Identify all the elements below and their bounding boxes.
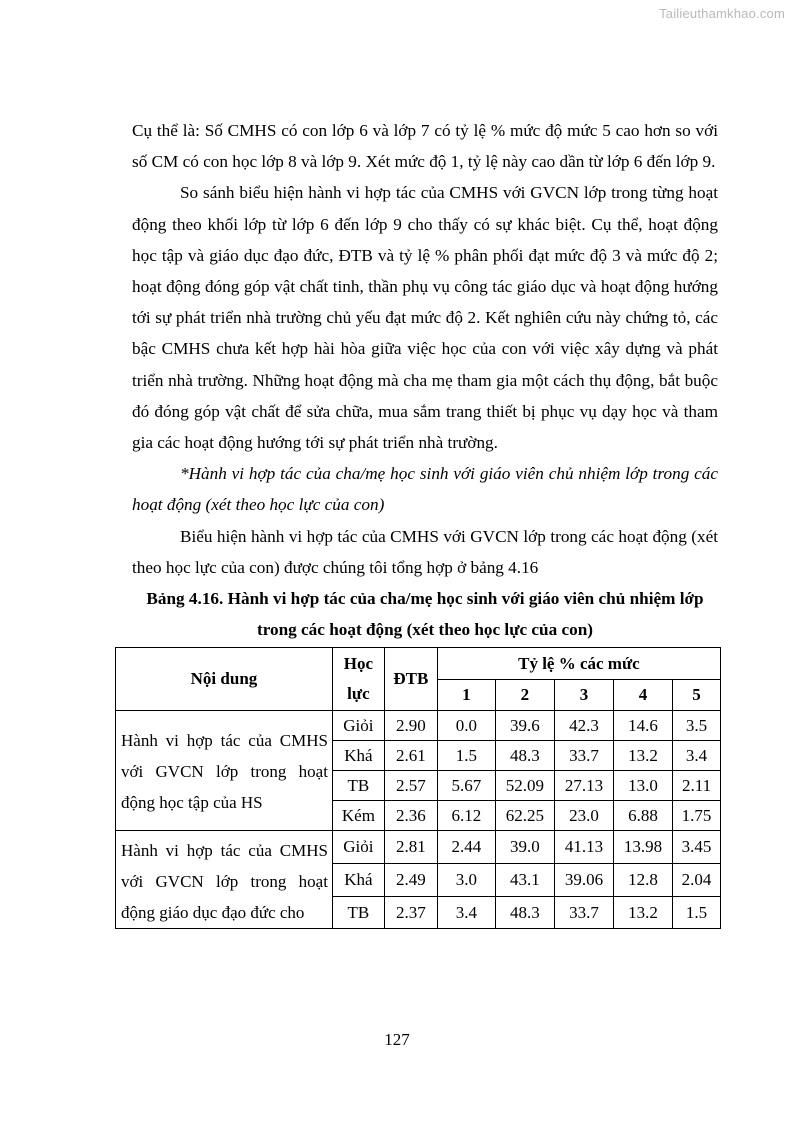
rank-cell: TB (332, 771, 384, 801)
paragraph-3: Biểu hiện hành vi hợp tác của CMHS với GVCN lớp trong các hoạt động (xét theo học lực của con) được chúng tôi tổng hợp ở bảng 4.16 (132, 526, 718, 577)
header-level-5: 5 (673, 679, 721, 711)
header-rank-line1: Học (343, 654, 374, 674)
value-cell: 13.2 (614, 896, 673, 929)
rank-cell: Giỏi (332, 711, 384, 741)
value-cell: 14.6 (614, 711, 673, 741)
header-level-4: 4 (614, 679, 673, 711)
value-cell: 43.1 (495, 864, 554, 897)
avg-cell: 2.81 (384, 831, 437, 864)
table-caption (132, 583, 718, 645)
value-cell: 27.13 (554, 771, 613, 801)
avg-cell: 2.57 (384, 771, 437, 801)
paragraph-2: So sánh biểu hiện hành vi hợp tác của CMHS với GVCN lớp trong từng hoạt động theo khối lớp từ lớp 6 đến lớp 9 cho thấy có sự khác biệt. Cụ thể, hoạt động học tập và giáo dục đạo đức, ĐTB và tỷ lệ % phân phối đạt mức độ 3 và mức độ 2; hoạt động đóng góp vật chất tinh, thần phụ vụ công tác giáo dục và hoạt động hướng tới sự phát triển nhà trường chủ yếu đạt mức độ 2. Kết nghiên cứu này chứng tỏ, các bậc CMHS chưa kết hợp hài hòa giữa việc học của con với việc xây dựng và phát triển nhà trường. Những hoạt động mà cha mẹ tham gia một cách thụ động, bắt buộc đó đóng góp vật chất để sửa chữa, mua sắm trang thiết bị phục vụ dạy học và tham gia các hoạt động hướng tới sự phát triển nhà trường. (132, 183, 718, 453)
value-cell: 3.4 (437, 896, 495, 929)
value-cell: 3.4 (673, 741, 721, 771)
page-number: 127 (384, 1030, 410, 1049)
section-heading: *Hành vi hợp tác của cha/mẹ học sinh với giáo viên chủ nhiệm lớp trong các hoạt động (xét theo học lực của con) (132, 464, 718, 515)
value-cell: 2.44 (437, 831, 495, 864)
avg-cell: 2.49 (384, 864, 437, 897)
value-cell: 42.3 (554, 711, 613, 741)
rank-cell: Khá (332, 741, 384, 771)
table-row (116, 711, 721, 741)
table-caption-line1: Bảng 4.16. Hành vi hợp tác của cha/mẹ học sinh với giáo viên chủ nhiệm lớp (146, 589, 704, 609)
value-cell: 13.2 (614, 741, 673, 771)
value-cell: 1.5 (673, 896, 721, 929)
value-cell: 3.45 (673, 831, 721, 864)
value-cell: 52.09 (495, 771, 554, 801)
rank-cell: Kém (332, 801, 384, 831)
header-ratio: Tỷ lệ % các mức (437, 648, 720, 680)
group-description: Hành vi hợp tác của CMHS với GVCN lớp trong hoạt động học tập của HS (116, 711, 333, 831)
page-body (121, 115, 718, 929)
value-cell: 2.11 (673, 771, 721, 801)
value-cell: 0.0 (437, 711, 495, 741)
avg-cell: 2.61 (384, 741, 437, 771)
value-cell: 62.25 (495, 801, 554, 831)
value-cell: 1.5 (437, 741, 495, 771)
value-cell: 12.8 (614, 864, 673, 897)
header-level-2: 2 (495, 679, 554, 711)
value-cell: 41.13 (554, 831, 613, 864)
rank-cell: Khá (332, 864, 384, 897)
header-rank-line2: lực (347, 684, 370, 704)
header-avg: ĐTB (384, 648, 437, 711)
table-caption-line2: trong các hoạt động (xét theo học lực của con) (256, 620, 594, 640)
value-cell: 2.04 (673, 864, 721, 897)
value-cell: 33.7 (554, 896, 613, 929)
paragraph-1: Cụ thể là: Số CMHS có con lớp 6 và lớp 7 có tỷ lệ % mức độ mức 5 cao hơn so với số CM có con học lớp 8 và lớp 9. Xét mức độ 1, tỷ lệ này cao dần từ lớp 6 đến lớp 9. (132, 121, 718, 172)
value-cell: 39.0 (495, 831, 554, 864)
value-cell: 3.5 (673, 711, 721, 741)
value-cell: 48.3 (495, 741, 554, 771)
header-rank (332, 648, 384, 711)
value-cell: 13.0 (614, 771, 673, 801)
data-table (115, 647, 721, 929)
header-content: Nội dung (116, 648, 333, 711)
avg-cell: 2.36 (384, 801, 437, 831)
watermark: Tailieuthamkhao.com (659, 6, 785, 21)
header-level-3: 3 (554, 679, 613, 711)
header-level-1: 1 (437, 679, 495, 711)
value-cell: 23.0 (554, 801, 613, 831)
avg-cell: 2.90 (384, 711, 437, 741)
value-cell: 13.98 (614, 831, 673, 864)
value-cell: 5.67 (437, 771, 495, 801)
value-cell: 6.88 (614, 801, 673, 831)
value-cell: 48.3 (495, 896, 554, 929)
value-cell: 1.75 (673, 801, 721, 831)
value-cell: 6.12 (437, 801, 495, 831)
avg-cell: 2.37 (384, 896, 437, 929)
value-cell: 39.06 (554, 864, 613, 897)
value-cell: 33.7 (554, 741, 613, 771)
table-row (116, 831, 721, 864)
value-cell: 39.6 (495, 711, 554, 741)
value-cell: 3.0 (437, 864, 495, 897)
rank-cell: TB (332, 896, 384, 929)
rank-cell: Giỏi (332, 831, 384, 864)
group-description: Hành vi hợp tác của CMHS với GVCN lớp trong hoạt động giáo dục đạo đức cho (116, 831, 333, 929)
